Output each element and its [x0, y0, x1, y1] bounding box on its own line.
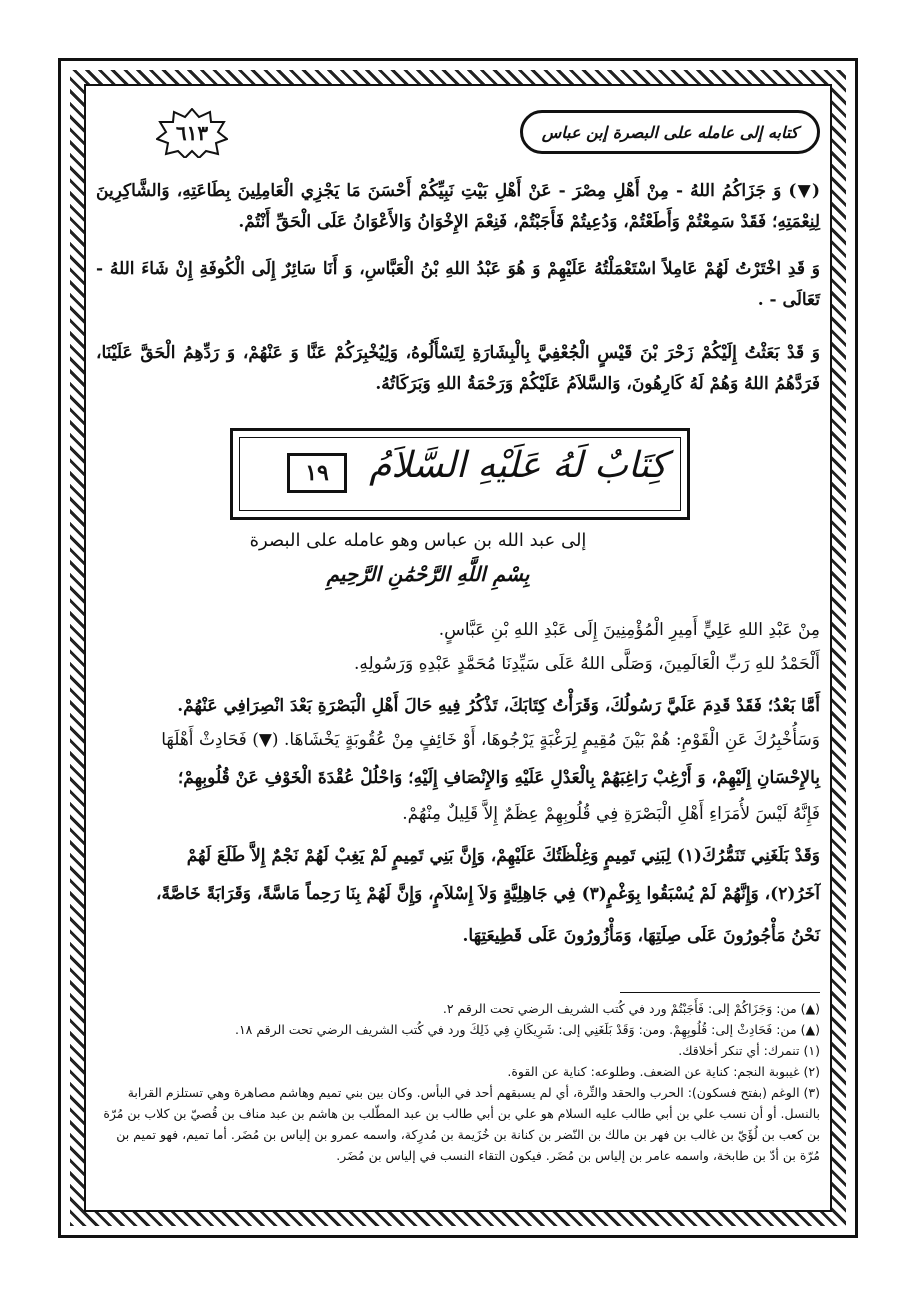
- paragraph-2: وَ قَدِ اخْتَرْتُ لَهُمْ عَامِلاً اسْتَعْمَلْتُهُ عَلَيْهِمْ وَ هُوَ عَبْدُ اللهِ بْنُ الْعَبَّاسِ، وَ أَنَا سَائِرٌ إِلَى الْكُوفَةِ إِنْ شَاءَ اللهُ - تَعَالَى - .: [96, 259, 820, 310]
- body-line: آخَرُ(٢)، وَإِنَّهُمْ لَمْ يُسْبَقُوا بِوَغْمٍ(٣) فِي جَاهِلِيَّةٍ وَلاَ إِسْلاَمٍ، وَإِنَّ لَهُمْ بِنَا رَحِماً مَاسَّةً، وَقَرَابَةً خَاصَّةً،: [156, 884, 820, 904]
- footnotes: [96, 998, 820, 1166]
- page-number-badge: [156, 108, 228, 158]
- footnote: (٣) الوغم (بفتح فسكون): الحرب والحقد والتِّرة، أي لم يسبقهم أحد في البأس. وكان بين بني تميم وهاشم مصاهرة وهي تستلزم القرابة بالنسل. أو أن نسب علي بن أبي طالب عليه السلام هو علي بن أبي طالب بن عبد المطّلب بن هاشم بن عبد مناف بن قُصيّ بن كلاب بن مُرّة بن كعب بن لُؤَيّ بن غالب بن فهر بن مالك بن النّضر بن كنانة بن خُزَيمة بن مُدرِكة، واسمه عمرو بن إلياس بن مُضَر. أما تميم، فهو تميم بن مُرّة بن أدّ بن طابخة، واسمه عامر بن إلياس بن مُضَر. فيكون التقاء النسب في إلياس بن مُضَر.: [103, 1085, 820, 1163]
- body-line: أَمَّا بَعْدُ؛ فَقَدْ قَدِمَ عَلَيَّ رَسُولُكَ، وَقَرَأْتُ كِتَابَكَ، تَذْكُرُ فِيهِ حَالَ أَهْلِ الْبَصْرَةِ بَعْدَ انْصِرَافِي عَنْهُمْ.: [177, 696, 820, 716]
- paragraph-3: وَ قَدْ بَعَثْتُ إِلَيْكُمْ زَحْرَ بْنَ قَيْسٍ الْجُعْفِيَّ بِالْبِشَارَةِ لِتَسْأَلُوهُ، وَلِيُخْبِرَكُمْ عَنَّا وَ عَنْهُمْ، وَ رَدِّهِمُ الْحَقَّ عَلَيْنَا، فَرَدَّهُمُ اللهُ وَهُمْ لَهُ كَارِهُونَ، وَالسَّلاَمُ عَلَيْكُمْ وَرَحْمَةُ اللهِ وَبَرَكَاتُهُ.: [96, 343, 820, 394]
- body-line: وَقَدْ بَلَغَنِي تَنَمُّرُكَ(١) لِبَنِي تَمِيمٍ وَغِلْظَتُكَ عَلَيْهِمْ، وَإِنَّ بَنِي تَمِيمٍ لَمْ يَغِبْ لَهُمْ نَجْمٌ إِلاَّ طَلَعَ لَهُمْ: [186, 846, 820, 866]
- body-line: نَحْنُ مَأْجُورُونَ عَلَى صِلَتِهَا، وَمَأْزُورُونَ عَلَى قَطِيعَتِهَا.: [462, 926, 820, 946]
- running-title: كتابه إلى عامله على البصرة إبن عباس: [520, 110, 820, 154]
- footnote: (▲) من: وَجَزَاكُمْ إلى: فَأَجَبْتُمْ ورد في كُتب الشريف الرضي تحت الرقم ٢.: [442, 1001, 820, 1016]
- paragraph-1: (▼) وَ جَزَاكُمُ اللهُ - مِنْ أَهْلِ مِصْرَ - عَنْ أَهْلِ بَيْتِ نَبِيِّكُمْ أَحْسَنَ مَا يَجْزِي الْعَامِلِينَ بِطَاعَتِهِ، وَالشَّاكِرِينَ لِنِعْمَتِهِ؛ فَقَدْ سَمِعْتُمْ وَأَطَعْتُمْ، وَدُعِيتُمْ فَأَجَبْتُمْ، فَنِعْمَ الإِخْوَانُ وَالأَعْوَانُ عَلَى الْحَقِّ أَنْتُمْ.: [96, 181, 820, 232]
- basmala-calligraphy: بِسْمِ اللَّهِ الرَّحْمَٰنِ الرَّحِيمِ: [326, 562, 530, 586]
- body-line: فَإِنَّهُ لَيْسَ لأُمَرَاءِ أَهْلِ الْبَصْرَةِ فِي قُلُوبِهِمْ عِظَمٌ إِلاَّ قَلِيلٌ مِنْهُمْ.: [402, 804, 820, 824]
- body-line: أَلْحَمْدُ للهِ رَبِّ الْعَالَمِينَ، وَصَلَّى اللهُ عَلَى سَيِّدِنَا مُحَمَّدٍ عَبْدِهِ وَرَسُولِهِ.: [354, 654, 820, 674]
- footnote: (٢) غيبوبة النجم: كناية عن الضعف. وطلوعه: كناية عن القوة.: [507, 1064, 820, 1079]
- body-line: وَسَأُخْبِرُكَ عَنِ الْقَوْمِ: هُمْ بَيْنَ مُقِيمٍ لِرَغْبَةٍ يَرْجُوهَا، أَوْ خَائِفٍ مِنْ عُقُوبَةٍ يَخْشَاهَا. (▼) فَحَادِثْ أَهْلَهَا: [161, 730, 820, 750]
- letter-number: ١٩: [287, 453, 347, 493]
- footnote: (١) تنمرك: أي تنكر أخلاقك.: [678, 1043, 820, 1058]
- footnote: (▲) من: فَحَادِثْ إلى: قُلُوبِهِمْ. ومن: وَقَدْ بَلَغَنِي إلى: شَرِيكَانِ فِي ذَلِكَ ورد في كُتب الشريف الرضي تحت الرقم ١٨.: [234, 1022, 820, 1037]
- page-number: ٦١٣: [175, 121, 209, 145]
- letter-subtitle: إلى عبد الله بن عباس وهو عامله على البصرة: [249, 530, 587, 551]
- letter-title: كِتَابٌ لَهُ عَلَيْهِ السَّلاَمُ: [369, 445, 667, 486]
- page-content: [84, 84, 832, 1212]
- footnote-rule: [620, 992, 820, 993]
- page-header: [96, 108, 820, 164]
- body-line: بِالإِحْسَانِ إِلَيْهِمْ، وَ أَرْغِبْ رَاغِبَهُمْ بِالْعَدْلِ عَلَيْهِ وَالإِنْصَافِ إِلَيْهِ؛ وَاحْلُلْ عُقْدَةَ الْخَوْفِ عَنْ قُلُوبِهِمْ؛: [177, 768, 820, 788]
- letter-title-box: [230, 428, 690, 520]
- body-line: مِنْ عَبْدِ اللهِ عَلِيٍّ أَمِيرِ الْمُؤْمِنِينَ إِلَى عَبْدِ اللهِ بْنِ عَبَّاسٍ.: [438, 620, 820, 640]
